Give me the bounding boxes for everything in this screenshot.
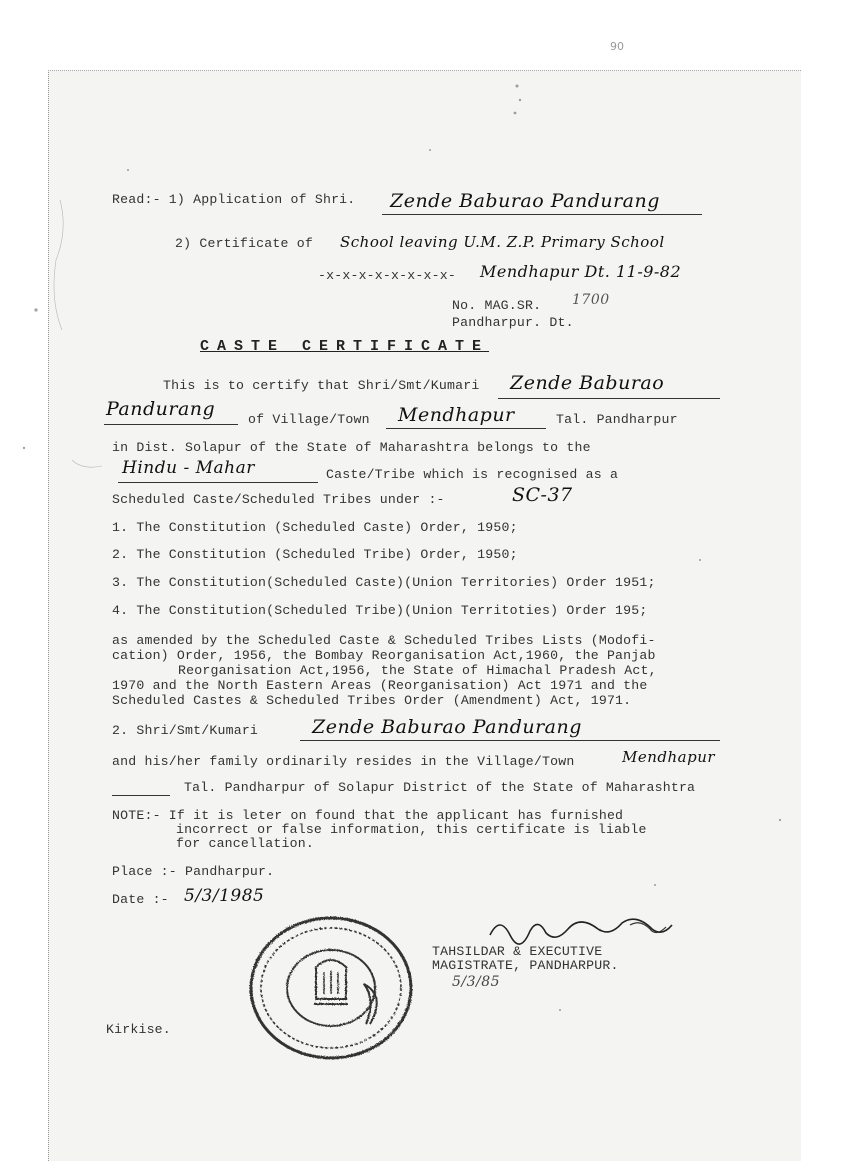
para2-label: 2. Shri/Smt/Kumari [112,723,259,738]
amended-line-4: 1970 and the North Eastern Areas (Reorganisation) Act 1971 and the [112,678,648,693]
applicant-underline [382,214,702,215]
order-item-4: 4. The Constitution(Scheduled Tribe)(Union Territoties) Order 195; [112,603,648,618]
note-line-2: incorrect or false information, this certificate is liable [176,822,647,837]
scheduled-handwritten: SC-37 [512,484,573,506]
applicant-name-handwritten: Zende Baburao Pandurang [390,190,660,212]
village-label: of Village/Town [248,412,370,427]
caste-handwritten: Hindu - Mahar [122,458,255,478]
caste-underline [118,482,318,483]
caste-label: Caste/Tribe which is recognised as a [326,467,619,482]
para2-underline [300,740,720,741]
tahsil-office-seal [246,912,416,1062]
amended-line-5: Scheduled Castes & Scheduled Tribes Order (Amendment) Act, 1971. [112,693,632,708]
para2-name-handwritten: Zende Baburao Pandurang [312,716,582,738]
note-line-1: NOTE:- If it is leter on found that the applicant has furnished [112,808,624,823]
date-label: Date :- [112,892,169,907]
read-label: Read:- 1) Application of Shri. [112,192,356,207]
ref-no: No. MAG.SR. [452,298,542,313]
resides-handwritten: Mendhapur [622,748,716,766]
scheduled-line: Scheduled Caste/Scheduled Tribes under :- [112,492,445,507]
name-underline-1 [498,398,720,399]
amended-line-1: as amended by the Scheduled Caste & Scheduled Tribes Lists (Modofi- [112,633,656,648]
order-item-3: 3. The Constitution(Scheduled Caste)(Union Territories) Order 1951; [112,575,656,590]
cert-handwritten-line-2: Mendhapur Dt. 11-9-82 [480,262,682,281]
document-title: CASTE CERTIFICATE [200,338,490,355]
tal-label: Tal. Pandharpur [556,412,678,427]
cert-label: 2) Certificate of [175,236,313,251]
amended-line-3: Reorganisation Act,1956, the State of Himachal Pradesh Act, [178,663,657,678]
signatory-line-2: MAGISTRATE, PANDHARPUR. [432,958,619,973]
place-line: Place :- Pandharpur. [112,864,275,879]
ref-place: Pandharpur. Dt. [452,315,574,330]
district-line: in Dist. Solapur of the State of Maharashtra belongs to the [112,440,591,455]
date-handwritten: 5/3/1985 [184,886,265,906]
clerk-initials: Kirkise. [106,1022,171,1037]
amended-line-2: cation) Order, 1956, the Bombay Reorganisation Act,1960, the Panjab [112,648,656,663]
order-item-1: 1. The Constitution (Scheduled Caste) Order, 1950; [112,520,518,535]
name-handwritten-1: Zende Baburao [510,372,665,394]
cert-handwritten-line-1: School leaving U.M. Z.P. Primary School [340,233,665,251]
ref-no-handwritten: 1700 [572,292,610,308]
tal-district-line: Tal. Pandharpur of Solapur District of the State of Maharashtra [184,780,696,795]
resides-line: and his/her family ordinarily resides in the Village/Town [112,754,575,769]
village-handwritten: Mendhapur [398,404,515,426]
cert-dashes: -x-x-x-x-x-x-x-x- [318,268,456,283]
signatory-line-1: TAHSILDAR & EXECUTIVE [432,944,603,959]
signatory-date-handwritten: 5/3/85 [452,974,501,990]
order-item-2: 2. The Constitution (Scheduled Tribe) Order, 1950; [112,547,518,562]
name-handwritten-2: Pandurang [106,398,216,420]
corner-mark: 90 [610,40,624,53]
village-underline [386,428,546,429]
note-line-3: for cancellation. [176,836,314,851]
tal-blank-underline [112,795,170,796]
name-underline-2 [104,424,238,425]
certify-line: This is to certify that Shri/Smt/Kumari [163,378,480,393]
